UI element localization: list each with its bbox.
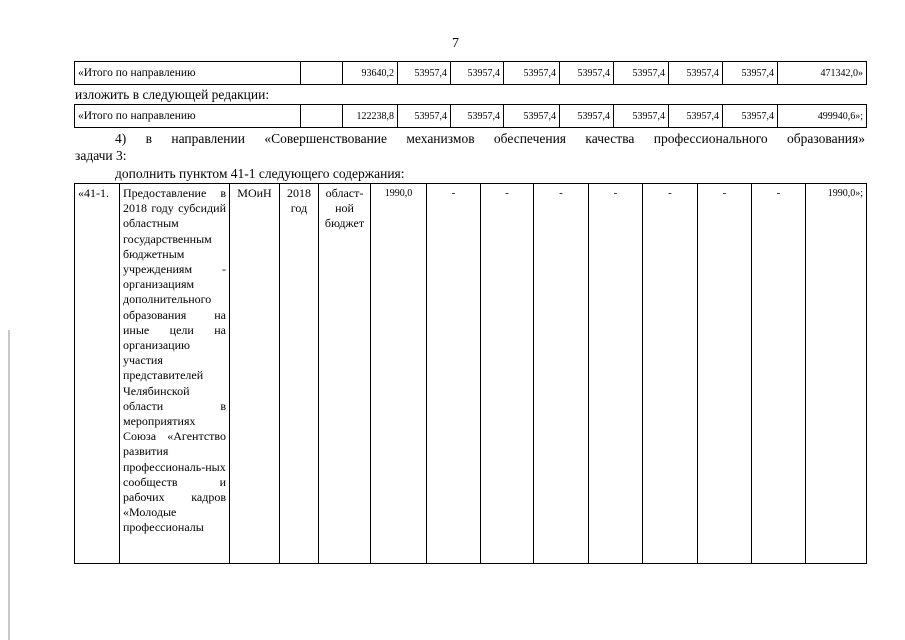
paragraph-line-2: задачи 3: [75, 148, 127, 163]
summary-value: 53957,4 [669, 105, 723, 128]
summary-row-new [74, 104, 867, 128]
item-description: Предоставление в 2018 году субсидий областным государственным бюджетным учреждениям - организациям дополнительного образования на иные цели на организацию участия представителей Челябинской области в мероприятиях Союза «Агентство развития профессиональ-ных сообществ и рабочих кадров «Молодые профессионалы [120, 184, 230, 564]
item-term: 2018 год [280, 184, 319, 564]
summary-value: 53957,4 [451, 105, 504, 128]
item-dash: - [481, 184, 534, 564]
summary-value: 53957,4 [560, 62, 614, 85]
item-dash: - [643, 184, 698, 564]
item-dash: - [752, 184, 806, 564]
summary-value: 53957,4 [504, 62, 560, 85]
summary-empty-cell [301, 62, 343, 85]
summary-value: 53957,4 [669, 62, 723, 85]
summary-value: 53957,4 [723, 62, 778, 85]
summary-value: 53957,4 [504, 105, 560, 128]
summary-total: 471342,0» [778, 62, 867, 85]
instruction-add: дополнить пунктом 41-1 следующего содержания: [115, 166, 405, 181]
item-number: «41-1. [75, 184, 120, 564]
summary-value: 93640,2 [343, 62, 398, 85]
item-total: 1990,0»; [806, 184, 867, 564]
summary-value: 122238,8 [343, 105, 398, 128]
item-executor: МОиН [230, 184, 280, 564]
summary-label: «Итого по направлению [75, 62, 301, 85]
instruction-replace: изложить в следующей редакции: [75, 87, 270, 102]
summary-value: 53957,4 [398, 105, 451, 128]
summary-value: 53957,4 [398, 62, 451, 85]
page-number: 7 [452, 36, 459, 51]
summary-label: «Итого по направлению [75, 105, 301, 128]
amendment-paragraph [75, 130, 865, 164]
paragraph-line-1: 4) в направлении «Совершенствование механизмов обеспечения качества профессионального образования» [115, 131, 865, 146]
summary-row-original [74, 61, 867, 85]
summary-total: 499940,6»; [778, 105, 867, 128]
item-dash: - [589, 184, 643, 564]
item-dash: - [534, 184, 589, 564]
new-item-table [74, 183, 867, 564]
item-value: 1990,0 [371, 184, 427, 564]
summary-value: 53957,4 [560, 105, 614, 128]
item-dash: - [427, 184, 481, 564]
summary-value: 53957,4 [723, 105, 778, 128]
summary-value: 53957,4 [614, 62, 669, 85]
page-edge-mark [8, 330, 10, 640]
summary-empty-cell [301, 105, 343, 128]
item-funding-source: област-ной бюджет [319, 184, 371, 564]
summary-value: 53957,4 [451, 62, 504, 85]
item-dash: - [698, 184, 752, 564]
summary-value: 53957,4 [614, 105, 669, 128]
